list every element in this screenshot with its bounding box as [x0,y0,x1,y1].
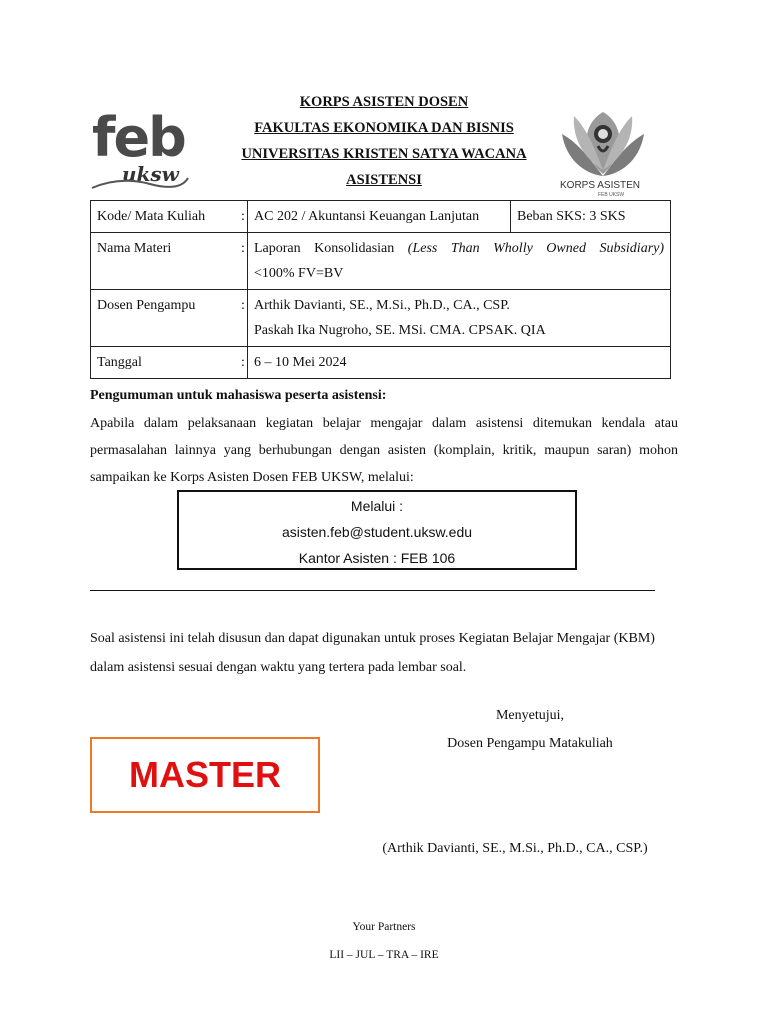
colon: : [239,233,248,290]
master-stamp [90,737,320,813]
section-divider [90,590,655,591]
header-asistensi: ASISTENSI [346,172,422,188]
statement-text: Soal asistensi ini telah disusun dan dapat digunakan untuk proses Kegiatan Belajar Mengajar (KBM) dalam asistensi sesuai dengan waktu yang tertera pada lembar soal. [90,631,655,675]
master-stamp-text: MASTER [129,754,281,795]
approval-agree: Menyetujui, [495,708,565,723]
table-row [91,201,671,233]
contact-office: Kantor Asisten : FEB 106 [298,550,456,566]
colon: : [239,201,248,233]
course-info-table [90,200,671,379]
lecturer-1: Arthik Davianti, SE., M.Si., Ph.D., CA., CSP. [254,298,510,313]
approval-role: Dosen Pengampu Matakuliah [447,736,613,751]
footer-names: LII – JUL – TRA – IRE [329,949,439,961]
material-label: Nama Materi [91,233,240,290]
colon: : [239,290,248,347]
announcement-body: Apabila dalam pelaksanaan kegiatan belajar mengajar dalam asistensi ditemukan kendala atau permasalahan lainnya yang berhubungan dengan asisten (komplain, kritik, maupun saran) mohon sampaikan ke Korps Asisten Dosen FEB UKSW, melalui: [90,416,678,485]
lotus-emblem-icon [552,104,654,184]
footer-partners: Your Partners [352,921,416,933]
feb-uksw-logo [88,106,198,194]
lecturer-label: Dosen Pengampu [91,290,240,347]
swoosh-icon [90,174,190,192]
korps-logo-label: KORPS ASISTEN [560,180,641,191]
contact-via: Melalui : [350,498,404,514]
material-title: Laporan Konsolidasian [254,241,395,256]
date-label: Tanggal [91,347,240,379]
header-korps: KORPS ASISTEN DOSEN [299,94,469,110]
korps-asisten-logo [552,104,654,198]
date-value: 6 – 10 Mei 2024 [248,347,671,379]
material-line-1 [254,236,664,261]
header-faculty: FAKULTAS EKONOMIKA DAN BISNIS [254,120,514,136]
contact-box [177,490,577,570]
feb-logo-text: feb [92,106,185,169]
material-value [248,233,671,290]
material-line-2: <100% FV=BV [254,266,344,281]
credits-value: Beban SKS: 3 SKS [511,201,671,233]
contact-email[interactable]: asisten.feb@student.uksw.edu [281,524,473,540]
course-label: Kode/ Mata Kuliah [91,201,240,233]
table-row [91,347,671,379]
announcement-title: Pengumuman untuk mahasiswa peserta asistensi: [90,388,387,403]
lecturer-2: Paskah Ika Nugroho, SE. MSi. CMA. CPSAK. QIA [254,323,546,338]
korps-logo-sublabel: FEB UKSW [598,192,625,198]
table-row [91,290,671,347]
colon: : [239,347,248,379]
table-row [91,233,671,290]
header-university: UNIVERSITAS KRISTEN SATYA WACANA [241,146,527,162]
uksw-logo-text: uksw [122,162,179,186]
material-italic: (Less Than Wholly Owned Subsidiary) [407,241,665,256]
approval-signer: (Arthik Davianti, SE., M.Si., Ph.D., CA., CSP.) [382,841,648,856]
course-value: AC 202 / Akuntansi Keuangan Lanjutan [248,201,511,233]
lecturer-value [248,290,671,347]
